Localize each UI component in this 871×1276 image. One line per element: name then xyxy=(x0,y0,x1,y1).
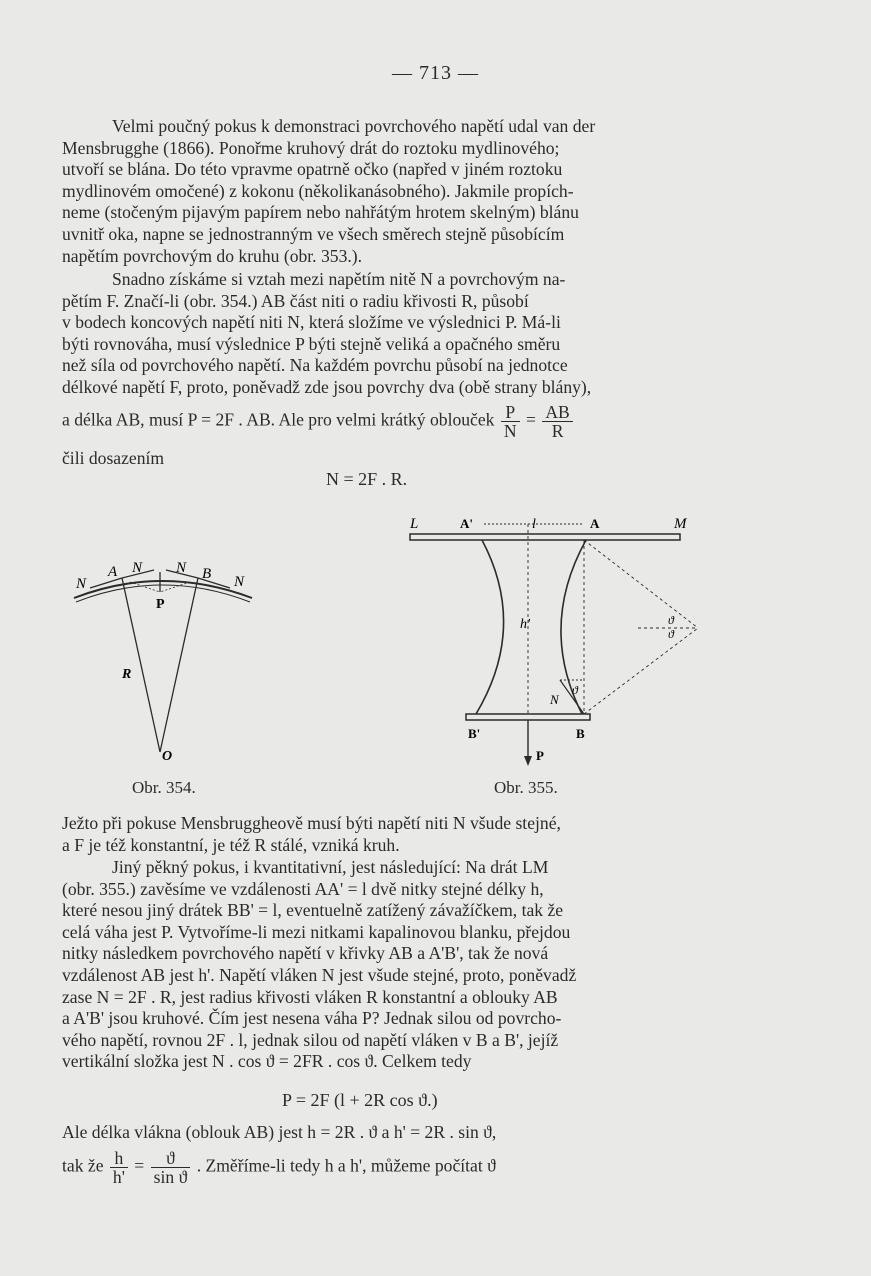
wire-lm xyxy=(410,534,680,540)
text-line: pětím F. Značí-li (obr. 354.) AB část niti o radiu křivosti R, působí xyxy=(62,290,529,311)
label-a: A xyxy=(590,516,600,531)
label-b-prime: B' xyxy=(468,726,481,741)
figure-355 xyxy=(398,510,718,778)
text-line: Ale délka vlákna (oblouk AB) jest h = 2R . ϑ a h' = 2R . sin ϑ, xyxy=(62,1122,497,1142)
label-theta-2: ϑ xyxy=(668,627,674,641)
text-line: Jiný pěkný pokus, i kvantitativní, jest následující: Na drát LM xyxy=(112,857,549,877)
text-line: a F je též konstantní, je též R stálé, vzniká kruh. xyxy=(62,834,400,855)
equation-1: N = 2F . R. xyxy=(326,469,408,489)
parallelogram-dash-b xyxy=(160,582,190,592)
page-number: — 713 — xyxy=(392,62,479,84)
paragraph-2 xyxy=(62,269,710,399)
label-n-top1: N xyxy=(132,560,143,576)
label-theta-3: ϑ xyxy=(572,683,578,697)
label-n-top2: N xyxy=(176,560,187,576)
dash-lower xyxy=(584,628,698,714)
label-p: P xyxy=(156,597,165,612)
thread-arc xyxy=(74,581,252,598)
arrow-p-head xyxy=(524,756,532,766)
label-p: P xyxy=(536,748,544,763)
ratio-line xyxy=(62,404,710,439)
curve-a-prime-b-prime xyxy=(476,540,504,714)
label-n: N xyxy=(550,692,559,707)
equals-sign: = xyxy=(134,1155,145,1176)
label-l: L xyxy=(410,516,419,532)
text-line: v bodech koncových napětí niti N, která složíme ve výslednici P. Má-li xyxy=(62,312,561,333)
fraction-h-over-h-prime: $\frac{h}{h'}$ xyxy=(110,1150,128,1185)
text-line: nitky následkem povrchového napětí v křivky AB a A'B', tak že nová xyxy=(62,943,549,964)
text-line: uvnitř oka, napne se jednostranným ve všech směrech stejně působícím xyxy=(62,223,565,244)
label-b: B xyxy=(576,726,585,741)
fraction-theta-over-sin: $\frac{ϑ}{\text{sin ϑ}}$ xyxy=(151,1150,191,1185)
text-line: než síla od povrchového napětí. Na každém povrchu působí na jednotce xyxy=(62,355,568,376)
figure-354 xyxy=(70,552,270,772)
label-h-prime: h' xyxy=(520,617,530,632)
text-line: býti rovnováha, musí výslednice P býti stejně veliká a opačného směru xyxy=(62,333,561,354)
text-line: zase N = 2F . R, jest radius křivosti vláken R konstantní a oblouky AB xyxy=(62,986,558,1007)
text-line: . Změříme-li tedy h a h', můžeme počítat ϑ xyxy=(196,1155,496,1176)
text-line: a délka AB, musí P = 2F . AB. Ale pro velmi krátký oblouček xyxy=(62,409,495,430)
equation-2: P = 2F (l + 2R cos ϑ.) xyxy=(282,1090,438,1110)
text-line: Velmi poučný pokus k demonstraci povrchového napětí udal van der xyxy=(112,116,596,136)
paragraph-5-line-1 xyxy=(62,1122,710,1144)
text-line: Ježto při pokuse Mensbruggheově musí býti napětí niti N všude stejné, xyxy=(62,813,561,833)
text-line: Snadno získáme si vztah mezi napětím nitě N a povrchovým na- xyxy=(112,269,566,289)
text-line: vzdálenost AB jest h'. Napětí vláken N jest všude stejné, proto, poněvadž xyxy=(62,964,577,985)
text-line: (obr. 355.) zavěsíme ve vzdálenosti AA' = l dvě nitky stejné délky h, xyxy=(62,878,544,899)
text-line: čili dosazením xyxy=(62,448,165,468)
label-m: M xyxy=(674,516,687,532)
equals-sign: = xyxy=(526,409,536,430)
fraction-ab-over-r: $\frac{AB}{R}$ xyxy=(542,404,572,439)
text-line: neme (stočeným pijavým papírem nebo nahřátým hrotem skelným) blánu xyxy=(62,202,579,223)
text-line: napětím povrchovým do kruhu (obr. 353.). xyxy=(62,245,363,266)
text-line: délkové napětí F, proto, poněvadž zde jsou povrchy dva (obě strany blány), xyxy=(62,376,592,397)
paragraph-5-line-2 xyxy=(62,1150,710,1185)
label-theta-1: ϑ xyxy=(668,613,674,627)
label-a: A xyxy=(108,564,118,580)
radius-line-b xyxy=(160,578,198,752)
label-b: B xyxy=(202,566,212,582)
radius-line-a xyxy=(122,578,160,752)
label-o: O xyxy=(162,749,173,764)
label-r: R xyxy=(122,667,132,682)
paragraph-1 xyxy=(62,116,710,267)
fraction-p-over-n: $\frac{P}{N}$ xyxy=(501,404,520,439)
label-l-small: l xyxy=(532,517,536,532)
text-line: mydlinovém omočené) z kokonu (několikanásobného). Jakmile propích- xyxy=(62,180,574,201)
label-a-prime: A' xyxy=(460,516,473,531)
caption-355: Obr. 355. xyxy=(494,778,558,797)
text-line: vertikální složka jest N . cos ϑ = 2FR . cos ϑ. Celkem tedy xyxy=(62,1051,472,1072)
paragraph-4 xyxy=(62,857,710,1073)
wire-bb xyxy=(466,714,590,720)
label-n-left: N xyxy=(76,576,87,592)
text-line: celá váha jest P. Vytvoříme-li mezi nitkami kapalinovou blanku, přejdou xyxy=(62,921,571,942)
text-line: Mensbrugghe (1866). Ponořme kruhový drát do roztoku mydlinového; xyxy=(62,137,560,158)
dash-upper xyxy=(584,540,698,628)
text-line: které nesou jiný drátek BB' = l, eventuelně zatížený závažíčkem, tak že xyxy=(62,900,564,921)
tension-arrow-left xyxy=(90,578,122,588)
text-line: tak že xyxy=(62,1155,104,1176)
text-line: vého napětí, rovnou 2F . l, jednak silou od napětí vláken v B a B', jejíž xyxy=(62,1029,559,1050)
paragraph-3 xyxy=(62,813,710,856)
text-line: a A'B' jsou kruhové. Čím jest nesena váha P? Jednak silou od povrcho- xyxy=(62,1008,562,1029)
caption-354: Obr. 354. xyxy=(132,778,196,797)
text-line: utvoří se blána. Do této vpravme opatrně očko (napřed v jiném roztoku xyxy=(62,159,563,180)
label-n-right: N xyxy=(234,574,245,590)
